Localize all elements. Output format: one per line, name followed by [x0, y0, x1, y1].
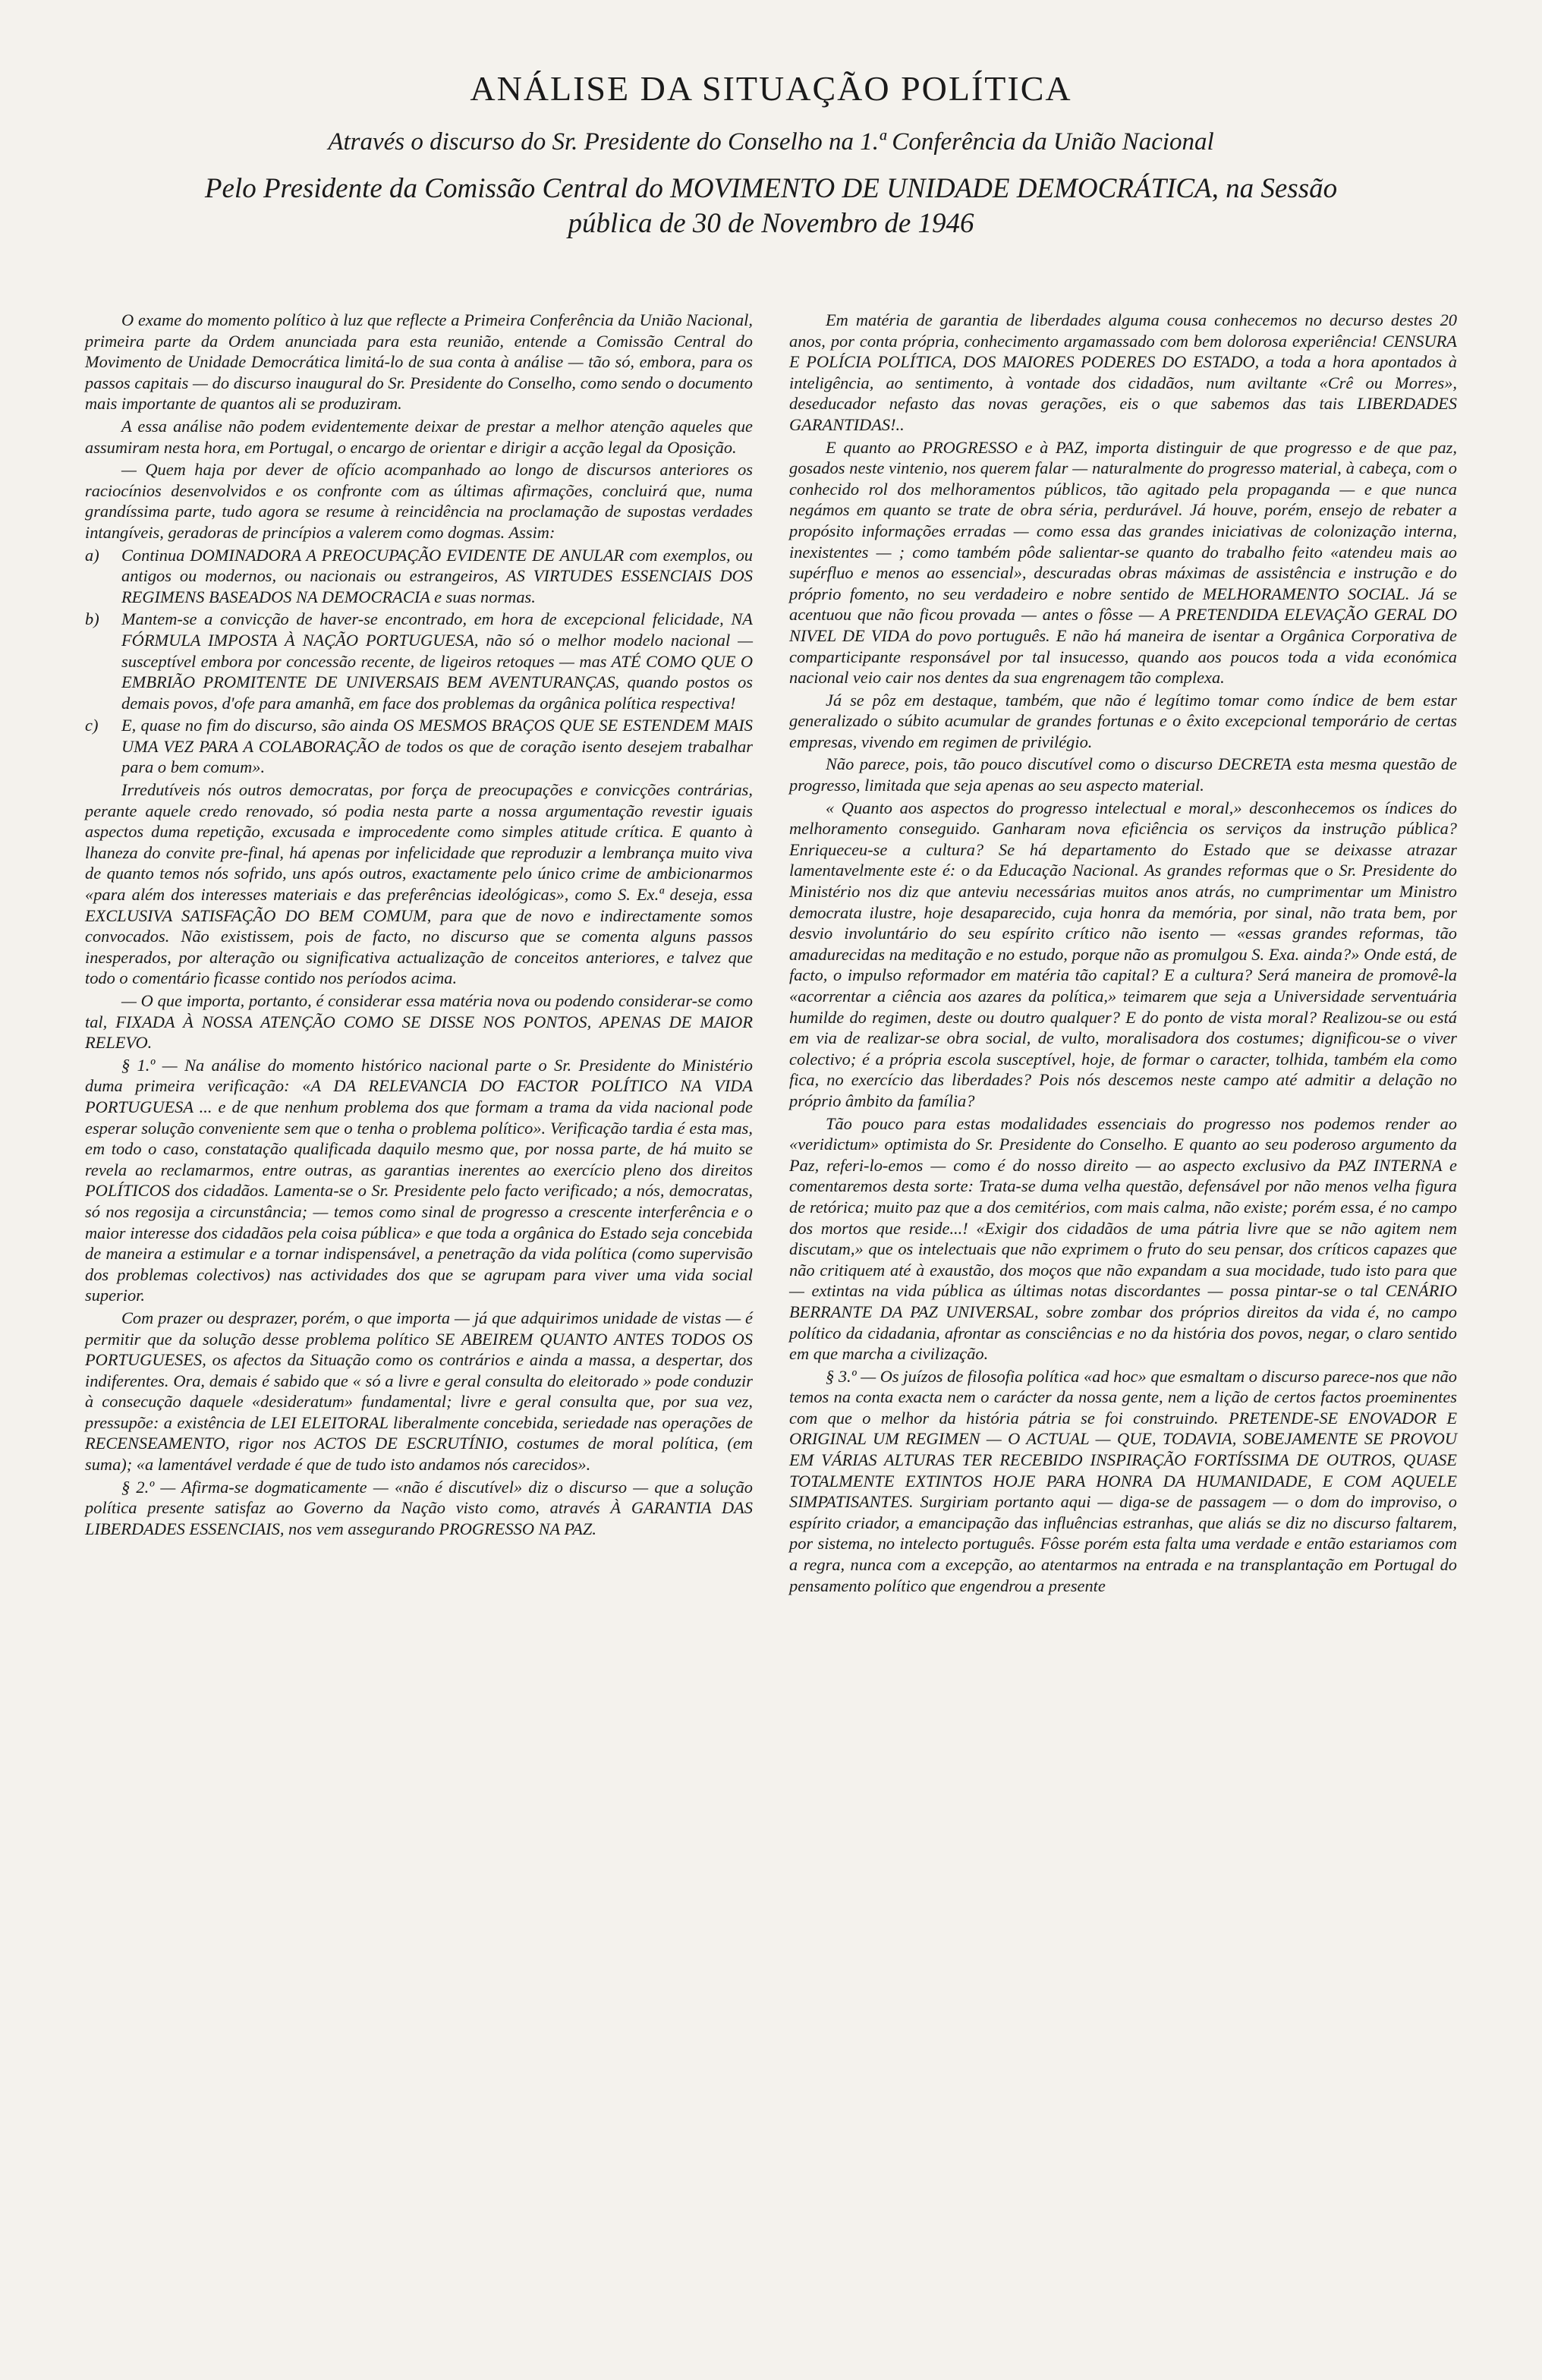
text-columns	[85, 310, 1457, 1598]
list-item-b	[85, 609, 753, 713]
document-authorship: Pelo Presidente da Comissão Central do MOVIMENTO DE UNIDADE DEMOCRÁTICA, na Sessão pública de 30 de Novembro de 1946	[204, 173, 1338, 239]
item-text: Mantem-se a convicção de haver-se encontrado, em hora de excepcional felicidade, NA FÓRMULA IMPOSTA À NAÇÃO PORTUGUESA, não só o melhor modelo nacional — susceptível embora por concessão recente, de ligeiros retoques — mas ATÉ COMO QUE O EMBRIÃO PROMITENTE DE UNIVERSAIS BEM AVENTURANÇAS, quando postos os demais povos, d'ofe para amanhã, em face dos problemas da orgânica política respectiva!	[121, 609, 753, 713]
left-column	[85, 310, 753, 1541]
paragraph: Não parece, pois, tão pouco discutível como o discurso DECRETA esta mesma questão de progresso, limitada que seja apenas ao seu aspecto material.	[789, 754, 1457, 795]
item-text: Continua DOMINADORA A PREOCUPAÇÃO EVIDENTE DE ANULAR com exemplos, ou antigos ou modernos, ou nacionais ou estrangeiros, AS VIRTUDES ESSENCIAIS DOS REGIMENS BASEADOS NA DEMOCRACIA e suas normas.	[121, 545, 753, 606]
paragraph: A essa análise não podem evidentemente deixar de prestar a melhor atenção aqueles que assumiram nesta hora, em Portugal, o encargo de orientar e dirigir a acção legal da Oposição.	[85, 416, 753, 457]
document-title: ANÁLISE DA SITUAÇÃO POLÍTICA	[470, 69, 1072, 108]
paragraph: § 1.º — Na análise do momento histórico nacional parte o Sr. Presidente do Ministério duma primeira verificação: «A DA RELEVANCIA DO FACTOR POLÍTICO NA VIDA PORTUGUESA ... e de que nenhum problema dos que formam a trama da vida nacional pode esperar solução conveniente sem que o tenha o problema político». Verificação tardia é esta mas, em todo o caso, constatação qualificada daquilo mesmo que, por nossa parte, de há muito se revela ao reclamarmos, entre outras, as garantias inerentes ao exercício pleno dos direitos POLÍTICOS dos cidadãos. Lamenta-se o Sr. Presidente pelo facto verificado; a nós, democratas, só nos regosija a circunstância; — temos como sinal de progresso a crescente interferência e o maior interesse dos cidadãos pela coisa pública» e que toda a orgânica do Estado seja concebida de maneira a estimular e a tornar indispensável, a penetração da vida política (como supervisão dos problemas colectivos) nas actividades dos que se agrupam para viver uma vida social superior.	[85, 1055, 753, 1305]
paragraph: O exame do momento político à luz que reflecte a Primeira Conferência da União Nacional, primeira parte da Ordem anunciada para esta reunião, entende a Comissão Central do Movimento de Unidade Democrática limitá-lo de sua conta à análise — tão só, embora, para os passos capitais — do discurso inaugural do Sr. Presidente do Conselho, como sendo o documento mais importante de quantos ali se produziram.	[85, 310, 753, 414]
paragraph: « Quanto aos aspectos do progresso intelectual e moral,» desconhecemos os índices do melhoramento conseguido. Ganharam nova eficiência os serviços da instrução pública? Enriqueceu-se a cultura? Se há departamento do Estado que se deixasse atrazar lamentavelmente este é: o da Educação Nacional. As grandes reformas que o Sr. Presidente do Ministério nos diz que anteviu necessárias muitos anos atrás, no cumprimentar um Ministro democrata ilustre, hoje desaparecido, cuja honra da memória, por sinal, não trata bem, por desvio involuntário do seu espírito crítico não isento — «essas grandes reformas, tão amadurecidas na meditação e no estudo, porque não as promulgou S. Exa. ainda?» Onde está, de facto, o impulso reformador em matéria tão capital? E a cultura? Será maneira de promovê-la «acorrentar a ciência aos azares da política,» teimarem que seja a Universidade serventuária humilde do regimen, deste ou doutro qualquer? E do ponto de vista moral? Realizou-se ou está em via de realizar-se obra social, de vulto, moralisadora dos costumes; dignificou-se o viver colectivo; é a própria escola susceptível, hoje, de formar o caracter, tolhida, também ela como fica, no exercício das liberdades? Pois nós descemos neste campo até admitir a delação no próprio âmbito da família?	[789, 798, 1457, 1110]
paragraph: Com prazer ou desprazer, porém, o que importa — já que adquirimos unidade de vistas — é permitir que da solução desse problema político SE ABEIREM QUANTO ANTES TODOS OS PORTUGUESES, os afectos da Situação como os contrários e ainda a massa, a despertar, dos indiferentes. Ora, demais é sabido que « só a livre e geral consulta do eleitorado » pode conduzir à consecução daquele «desideratum» fundamental; livre e geral consulta que, por sua vez, pressupõe: a existência de LEI ELEITORAL liberalmente concebida, seriedade nas operações de RECENSEAMENTO, rigor nos ACTOS DE ESCRUTÍNIO, costumes de moral política, (em suma); «a lamentável verdade é que de tudo isto andamos nós carecidos».	[85, 1308, 753, 1475]
paragraph: § 2.º — Afirma-se dogmaticamente — «não é discutível» diz o discurso — que a solução política presente satisfaz ao Governo da Nação visto como, através À GARANTIA DAS LIBERDADES ESSENCIAIS, nos vem assegurando PROGRESSO NA PAZ.	[85, 1477, 753, 1538]
document-subtitle: Através o discurso do Sr. Presidente do Conselho na 1.ª Conferência da União Nacional	[328, 128, 1214, 156]
list-item-a	[85, 545, 753, 608]
list-item-c	[85, 715, 753, 778]
paragraph: Irredutíveis nós outros democratas, por força de preocupações e convicções contrárias, perante aquele credo renovado, só podia nesta parte a nossa argumentação revestir iguais aspectos duma repetição, excusada e improcedente como simples atitude crítica. E quanto à lhaneza do convite pre-final, há apenas por infelicidade que reproduzir a lembrança muito viva de quanto temos nós sofrido, uns após outros, exactamente pelo único crime de ambicionarmos «para além dos interesses materiais e das preferências ideológicas», como S. Ex.ª deseja, essa EXCLUSIVA SATISFAÇÃO DO BEM COMUM, para que de novo e indirectamente somos convocados. Não existissem, pois de facto, no discurso que se comenta alguns passos inesperados, por alteração ou significativa actualização de conceitos anteriores, e talvez que todo o comentário ficasse contido nos períodos acima.	[85, 780, 753, 988]
item-text: E, quase no fim do discurso, são ainda OS MESMOS BRAÇOS QUE SE ESTENDEM MAIS UMA VEZ PARA A COLABORAÇÃO de todos os que de coração isento desejem trabalhar para o bem comum».	[121, 716, 753, 777]
paragraph: Em matéria de garantia de liberdades alguma cousa conhecemos no decurso destes 20 anos, por conta própria, conhecimento argamassado com bem dolorosa experiência! CENSURA E POLÍCIA POLÍTICA, DOS MAIORES PODERES DO ESTADO, a toda a hora apontados à inteligência, ao sentimento, à vontade dos cidadãos, num aviltante «Crê ou Morres», deseducador nefasto das novas gerações, eis o que sabemos das tais LIBERDADES GARANTIDAS!..	[789, 310, 1457, 434]
paragraph: § 3.º — Os juízos de filosofia política «ad hoc» que esmaltam o discurso parece-nos que não temos na conta exacta nem o carácter da nossa gente, nem a lição de certos factos proeminentes com que o melhor da história pátria se foi construindo. PRETENDE-SE ENOVADOR E ORIGINAL UM REGIMEN — O ACTUAL — QUE, TODAVIA, SOBEJAMENTE SE PROVOU EM VÁRIAS ALTURAS TER RECEBIDO INSPIRAÇÃO FORTÍSSIMA DE OUTROS, QUASE TOTALMENTE EXTINTOS HOJE PARA HONRA DA HUMANIDADE, E COM AQUELE SIMPATISANTES. Surgiriam portanto aqui — diga-se de passagem — o dom do improviso, o espírito criador, a emancipação das influências estranhas, que aliás se diz no discurso faltarem, por sistema, no intelecto português. Fôsse porém esta falta uma verdade e então estariamos com a regra, nunca com a excepção, ao atentarmos na entrada e na transplantação em Portugal do pensamento político que engendrou a presente	[789, 1366, 1457, 1595]
item-label: b)	[85, 609, 99, 629]
item-label: c)	[85, 716, 99, 735]
paragraph: — Quem haja por dever de ofício acompanhado ao longo de discursos anteriores os raciocínios desenvolvidos e os confronte com as últimas afirmações, concluirá que, numa grandíssima parte, tudo agora se resume à reincidência na proclamação de supostas verdades intangíveis, geradoras de princípios a valerem como dogmas. Assim:	[85, 460, 753, 542]
paragraph: E quanto ao PROGRESSO e à PAZ, importa distinguir de que progresso e de que paz, gosados neste vintenio, nos querem falar — naturalmente do progresso material, à cabeça, com o conhecido rol dos melhoramentos públicos, tão agitado pela propaganda — e que nunca negámos em quanto se trate de obra séria, perdurável. Já houve, porém, ensejo de rebater a propósito informações erradas — como essa das grandes iniciativas de colonização interna, inexistentes — ; como também pôde salientar-se quanto do trabalho feito «atendeu mais ao supérfluo e menos ao essencial», descuradas obras máximas de assistência e instrução e do próprio fomento, no seu verdadeiro e nobre sentido de MELHORAMENTO SOCIAL. Já se acentuou que não ficou provada — antes o fôsse — A PRETENDIDA ELEVAÇÃO GERAL DO NIVEL DE VIDA do povo português. E não há maneira de isentar a Orgânica Corporativa de comparticipante responsável por tal insucesso, quando aos poucos toda a vida económica nacional veio cair nos dentes da sua engrenagem tão complexa.	[789, 437, 1457, 688]
paragraph: — O que importa, portanto, é considerar essa matéria nova ou podendo considerar-se como tal, FIXADA À NOSSA ATENÇÃO COMO SE DISSE NOS PONTOS, APENAS DE MAIOR RELEVO.	[85, 991, 753, 1053]
paragraph: Tão pouco para estas modalidades essenciais do progresso nos podemos render ao «veridictum» optimista do Sr. Presidente do Conselho. E quanto ao seu poderoso argumento da Paz, referi-lo-emos — como é do nosso direito — ao aspecto exclusivo da PAZ INTERNA e comentaremos desta sorte: Trata-se duma velha questão, defensável por não menos velha figura de retórica; muito paz que a dos cemitérios, com mais calma, não existe; porém essa, é no campo dos mortos que reside...! «Exigir dos cidadãos de uma pátria livre que se não agitem nem discutam,» que os intelectuais que não exprimem o fruto do seu pensar, dos críticos capazes que não critiquem até à exaustão, dos moços que não expandam a sua mocidade, tudo isto para que — extintas na vida pública as últimas notas discordantes — possa pintar-se o tal CENÁRIO BERRANTE DA PAZ UNIVERSAL, sobre zombar dos próprios direitos da vida é, no campo político da cidadania, afrontar as consciências e no da história dos povos, negar, o claro sentido em que marcha a civilização.	[789, 1113, 1457, 1364]
paragraph: Já se pôz em destaque, também, que não é legítimo tomar como índice de bem estar generalizado o súbito acumular de grandes fortunas e o êxito excepcional temporário de certas empresas, vivendo em regimen de privilégio.	[789, 690, 1457, 751]
right-column	[789, 310, 1457, 1598]
item-label: a)	[85, 545, 99, 565]
